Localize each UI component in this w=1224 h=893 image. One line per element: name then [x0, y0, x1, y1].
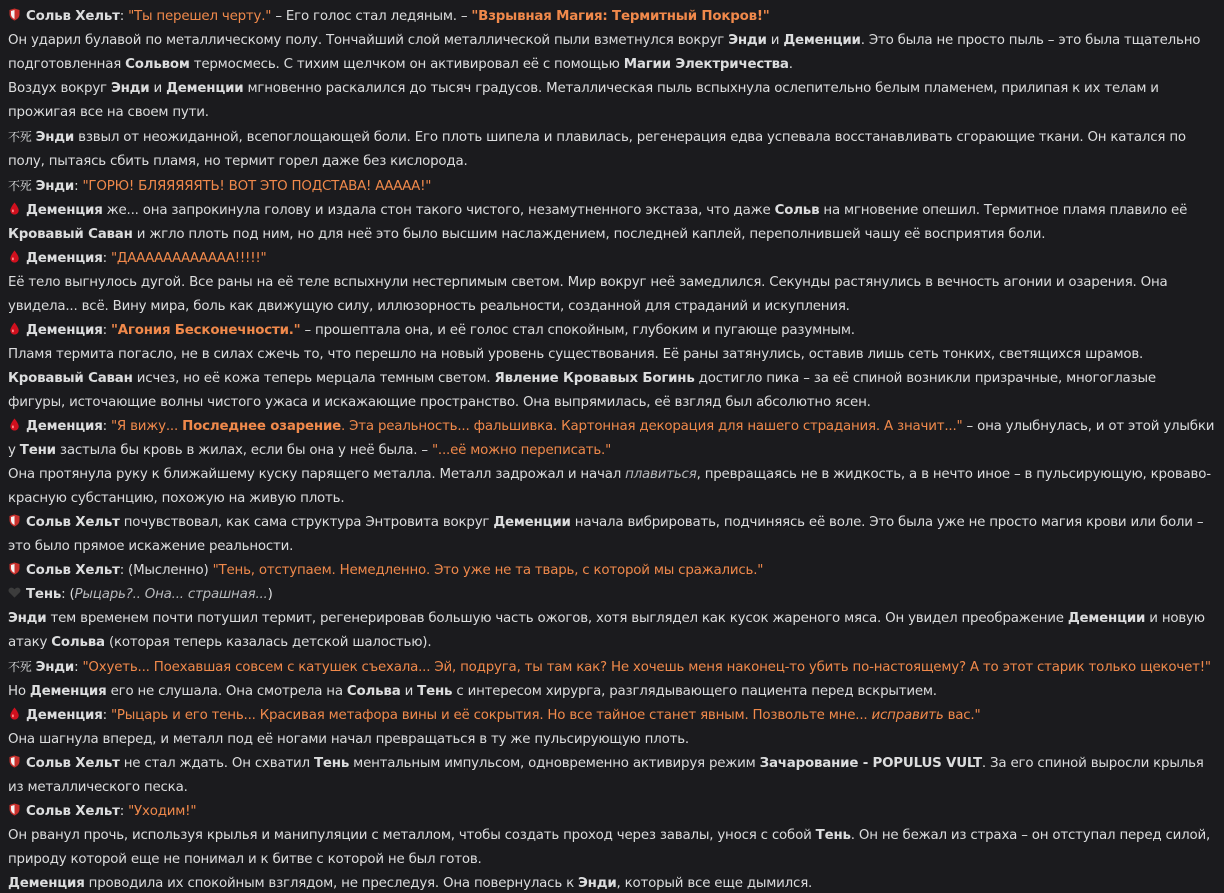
character-name: Энди: [728, 33, 767, 48]
character-name: Энди: [35, 179, 75, 194]
character-name: Явление Кровавых Богинь: [494, 371, 695, 386]
blood-drop-icon: [8, 322, 21, 335]
story-paragraph: [8, 271, 1216, 319]
text-run: . За его спиной выросли крылья из металлического песка.: [8, 756, 1204, 795]
kanji-tag: 不死: [8, 179, 32, 193]
character-name: Энди: [578, 876, 617, 891]
dialogue-text: "...её можно переписать.": [431, 443, 612, 458]
dialogue-text: "Ты перешел черту.": [128, 9, 272, 24]
character-name: Сольва: [346, 684, 401, 699]
character-name: Деменция: [26, 708, 103, 723]
text-run: с интересом хирурга, разглядывающего пациента перед вскрытием.: [452, 684, 937, 699]
story-paragraph: [8, 559, 1216, 583]
text-run: же... она запрокинула голову и издала стон такого чистого, незамутненного экстаза, что даже: [102, 203, 775, 218]
text-run: Воздух вокруг: [8, 81, 111, 96]
character-name: Кровавый Саван: [8, 371, 133, 386]
text-run: и: [400, 684, 418, 699]
text-run: Но: [8, 684, 30, 699]
shield-icon: [8, 514, 21, 527]
text-run: – прошептала она, и её голос стал спокойным, глубоким и пугающе разумным.: [300, 323, 855, 338]
dialogue-emphasis: "Агония Бесконечности.": [110, 323, 301, 338]
character-name: Сольва: [51, 635, 105, 650]
text-run: не стал ждать. Он схватил: [119, 756, 314, 771]
dialogue-text: "ДАААААААААААА!!!!!": [110, 251, 267, 266]
dialogue-text: . Эта реальность... фальшивка. Картонная декорация для нашего страдания. А значит...": [341, 419, 963, 434]
text-run: Она протянула руку к ближайшему куску парящего металла. Металл задрожал и начал: [8, 467, 626, 482]
dialogue-text: "Тень, отступаем. Немедленно. Это уже не та тварь, с которой мы сражались.": [212, 563, 764, 578]
character-name: Тень: [26, 587, 62, 602]
dialogue-italic: исправить: [871, 708, 944, 723]
story-paragraph: [8, 5, 1216, 29]
story-paragraph: [8, 800, 1216, 824]
text-run: . Это была не просто пыль – это была тщательно подготовленная: [8, 33, 1201, 72]
character-name: Сольв Хельт: [26, 756, 120, 771]
text-run: .: [788, 57, 793, 72]
story-paragraph: [8, 680, 1216, 704]
text-run: и жгло плоть под ним, но для неё это было высшим наслаждением, последней каплей, переполнившей чашу её восприятия боли.: [132, 227, 1046, 242]
text-run: – она улыбнулась, и от этой улыбки у: [8, 419, 1215, 458]
text-run: ментальным импульсом, одновременно активируя режим: [349, 756, 760, 771]
text-run: начала вибрировать, подчиняясь её воле. Это была уже не просто магия крови или боли – это было прямое искажение реальности.: [8, 515, 1204, 554]
character-name: Сольв Хельт: [26, 563, 120, 578]
text-run: (которая теперь казалась детской шалостью).: [104, 635, 432, 650]
text-run: Её тело выгнулось дугой. Все раны на её теле вспыхнули нестерпимым светом. Мир вокруг неё замедлился. Секунды растянулись в вечность агонии и озарения. Она увидела... всё. Вину мира, боль как движущую силу, иллюзорность реальности, созданной для страданий и искупления.: [8, 275, 1168, 314]
blood-drop-icon: [8, 418, 21, 431]
kanji-tag: 不死: [8, 130, 32, 144]
story-paragraph: [8, 583, 1216, 607]
story-paragraph: [8, 125, 1216, 174]
character-name: Деменции: [783, 33, 861, 48]
text-run: почувствовал, как сама структура Энтровита вокруг: [119, 515, 494, 530]
text-run: – Его голос стал ледяным. –: [271, 9, 472, 24]
story-paragraph: [8, 415, 1216, 463]
character-name: Сольв Хельт: [26, 804, 120, 819]
text-run: : (Мысленно): [119, 563, 213, 578]
text-run: Пламя термита погасло, не в силах сжечь то, что перешло на новый уровень существования. Её раны затянулись, оставив лишь сеть тонких, светящихся шрамов.: [8, 347, 1144, 362]
text-run: застыла бы кровь в жилах, если бы она у неё была. –: [55, 443, 432, 458]
text-run: , который все еще дымился.: [616, 876, 813, 891]
character-name: Сольвом: [125, 57, 190, 72]
dialogue-emphasis: Последнее озарение: [182, 419, 342, 434]
shield-icon: [8, 562, 21, 575]
character-name: Деменции: [1067, 611, 1146, 626]
text-run: и новую атаку: [8, 611, 1205, 650]
text-run: :: [74, 179, 83, 194]
dialogue-text: "Охуеть... Поехавшая совсем с катушек съехала... Эй, подруга, ты там как? Не хочешь меня наконец-то убить по-настоящему? А то этот старик только щекочет!": [82, 660, 1211, 675]
text-run: :: [119, 9, 129, 24]
text-run: и: [766, 33, 784, 48]
story-paragraph: [8, 174, 1216, 199]
text-run: :: [119, 804, 129, 819]
text-run: :: [102, 323, 111, 338]
italic-text: Рыцарь?.. Она... страшная...: [74, 587, 268, 602]
character-name: Деменция: [26, 251, 103, 266]
story-paragraph: [8, 343, 1216, 415]
character-name: Сольв Хельт: [26, 9, 120, 24]
story-paragraph: [8, 824, 1216, 872]
dialogue-text: "Я вижу...: [110, 419, 183, 434]
story-paragraph: [8, 319, 1216, 343]
blood-drop-icon: [8, 202, 21, 215]
black-heart-icon: [8, 586, 21, 599]
text-run: на мгновение опешил. Термитное пламя плавило её: [819, 203, 1188, 218]
text-run: :: [74, 660, 83, 675]
character-name: Деменция: [26, 323, 103, 338]
story-paragraph: [8, 29, 1216, 77]
story-paragraph: [8, 511, 1216, 559]
text-run: ): [267, 587, 273, 602]
character-name: Сольв Хельт: [26, 515, 120, 530]
dialogue-text: "Рыцарь и его тень... Красивая метафора вины и её сокрытия. Но все тайное станет явным. Позвольте мне...: [110, 708, 872, 723]
story-paragraph: [8, 463, 1216, 511]
text-run: , превращаясь не в жидкость, а в нечто иное – в пульсирующую, кроваво-красную субстанцию, похожую на живую плоть.: [8, 467, 1211, 506]
character-name: Тень: [313, 756, 350, 771]
text-run: исчез, но её кожа теперь мерцала темным светом.: [132, 371, 495, 386]
text-run: и: [149, 81, 167, 96]
character-name: Тень: [417, 684, 453, 699]
character-name: Энди: [110, 81, 150, 96]
text-run: . Он не бежал из страха – он отступал перед силой, природу которой еще не понимал и к битве с которой не был готов.: [8, 828, 1211, 867]
dialogue-text: вас.": [943, 708, 981, 723]
character-name: Энди: [8, 611, 47, 626]
character-name: Кровавый Саван: [8, 227, 133, 242]
character-name: Деменция: [26, 419, 103, 434]
story-paragraph: [8, 247, 1216, 271]
text-run: :: [102, 708, 111, 723]
character-name: Энди: [35, 660, 75, 675]
story-paragraph: [8, 752, 1216, 800]
italic-text: плавиться: [625, 467, 697, 482]
story-paragraph: [8, 199, 1216, 247]
story-paragraph: [8, 728, 1216, 752]
story-paragraph: [8, 704, 1216, 728]
text-run: Он ударил булавой по металлическому полу. Тончайший слой металлической пыли взметнулся вокруг: [8, 33, 729, 48]
text-run: его не слушала. Она смотрела на: [106, 684, 347, 699]
text-run: Он рванул прочь, используя крылья и манипуляции с металлом, чтобы создать проход через завалы, унося с собой: [8, 828, 816, 843]
text-run: взвыл от неожиданной, всепоглощающей боли. Его плоть шипела и плавилась, регенерация едва успевала восстанавливать сгорающие ткани. Он катался по полу, пытаясь сбить пламя, но термит горел даже без кислорода.: [8, 130, 1186, 169]
character-name: Магии Электричества: [623, 57, 789, 72]
text-run: тем временем почти потушил термит, регенерировав большую часть ожогов, хотя выглядел как кусок жареного мяса. Он увидел преображение: [46, 611, 1068, 626]
story-paragraph: [8, 77, 1216, 125]
story-paragraph: [8, 655, 1216, 680]
text-run: : (: [61, 587, 75, 602]
blood-drop-icon: [8, 250, 21, 263]
character-name: Деменция: [26, 203, 103, 218]
shield-icon: [8, 803, 21, 816]
text-run: :: [102, 419, 111, 434]
text-run: достигло пика – за её спиной возникли призрачные, многоглазые фигуры, источающие волны чистого ужаса и искажающие пространство. Она выпрямилась, её взгляд был абсолютно ясен.: [8, 371, 1156, 410]
text-run: мгновенно раскалился до тысяч градусов. Металлическая пыль вспыхнула ослепительно белым пламенем, прилипая к их телам и прожигая все на своем пути.: [8, 81, 1159, 120]
blood-drop-icon: [8, 707, 21, 720]
dialogue-text: "ГОРЮ! БЛЯЯЯЯЯТЬ! ВОТ ЭТО ПОДСТАВА! ААААА!": [82, 179, 432, 194]
kanji-tag: 不死: [8, 660, 32, 674]
character-name: Сольв: [774, 203, 820, 218]
character-name: Деменции: [493, 515, 571, 530]
character-name: Зачарование - POPULUS VULT: [759, 756, 982, 771]
character-name: Тени: [19, 443, 56, 458]
text-run: Она шагнула вперед, и металл под её ногами начал превращаться в ту же пульсирующую плоть.: [8, 732, 689, 747]
character-name: Деменции: [166, 81, 244, 96]
dialogue-emphasis: "Взрывная Магия: Термитный Покров!": [471, 9, 770, 24]
character-name: Деменция: [29, 684, 107, 699]
shield-icon: [8, 755, 21, 768]
text-run: :: [102, 251, 111, 266]
story-paragraph: [8, 607, 1216, 655]
dialogue-text: "Уходим!": [128, 804, 197, 819]
shield-icon: [8, 8, 21, 21]
text-run: термосмесь. С тихим щелчком он активировал её с помощью: [189, 57, 624, 72]
text-run: проводила их спокойным взглядом, не преследуя. Она повернулась к: [84, 876, 579, 891]
character-name: Тень: [815, 828, 851, 843]
story-paragraph: [8, 872, 1216, 893]
character-name: Энди: [35, 130, 75, 145]
character-name: Деменция: [8, 876, 85, 891]
